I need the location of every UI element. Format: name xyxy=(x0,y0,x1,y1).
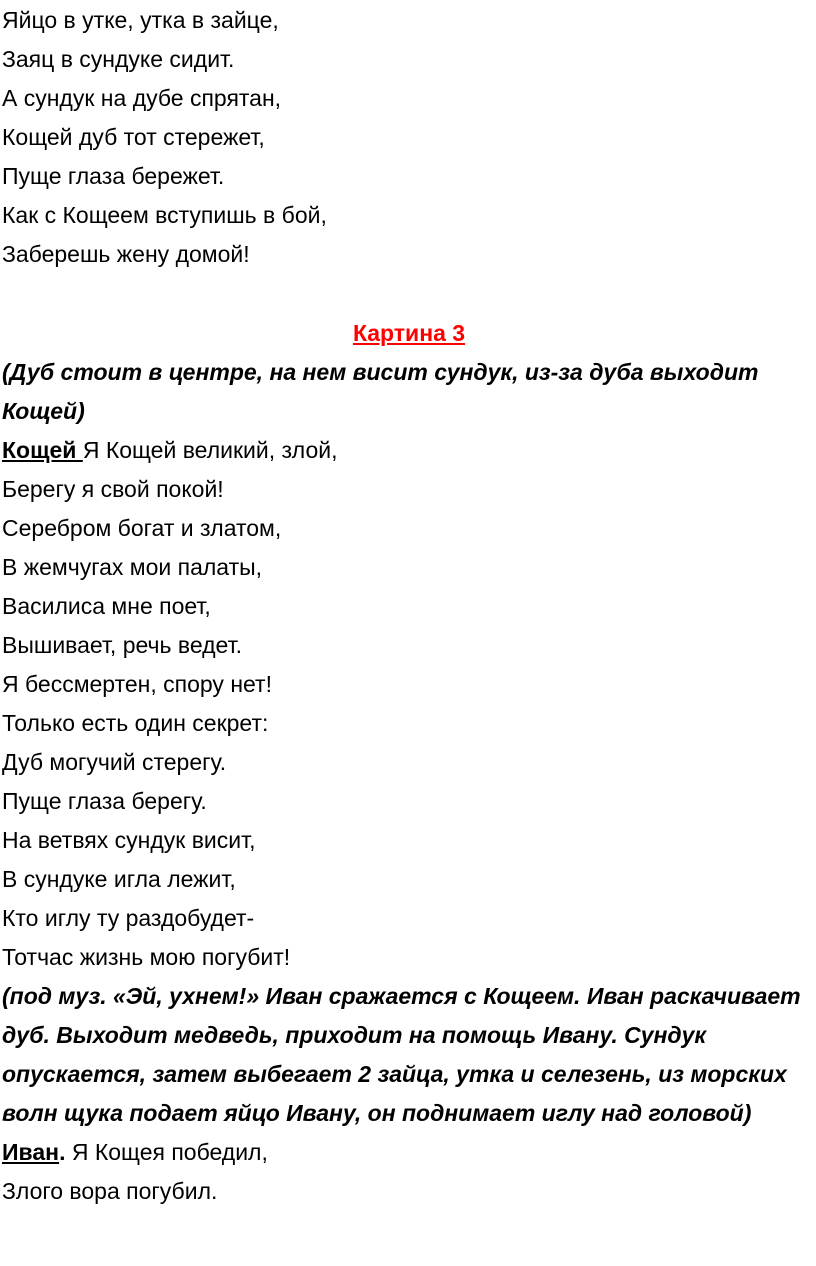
stage-direction-fight: (под муз. «Эй, ухнем!» Иван сражается с Кощеем. Иван раскачивает дуб. Выходит медведь, приходит на помощь Ивану. Сундук опускается, затем выбегает 2 зайца, утка и селезень, из морских волн щука подает яйцо Ивану, он поднимает иглу над головой) xyxy=(2,983,801,1126)
ivan-speech xyxy=(2,1133,816,1211)
scene-title: Картина 3 xyxy=(352,320,466,346)
verse-line: Яйцо в утке, утка в зайце, xyxy=(2,7,279,33)
verse-line: Как с Кощеем вступишь в бой, xyxy=(2,202,327,228)
verse-line: Только есть один секрет: xyxy=(2,710,269,736)
stage-direction: (Дуб стоит в центре, на нем висит сундук, из-за дуба выходит Кощей) xyxy=(2,359,759,424)
verse-line: Дуб могучий стерегу. xyxy=(2,749,227,775)
speech-text: Я Кощея победил, xyxy=(65,1139,268,1165)
speech-first-line xyxy=(2,431,816,470)
koschey-speech xyxy=(2,431,816,977)
verse-line: Пуще глаза берегу. xyxy=(2,788,207,814)
speech-text: Я Кощей великий, злой, xyxy=(82,437,338,463)
verse-line: А сундук на дубе спрятан, xyxy=(2,85,282,111)
speaker-punctuation: . xyxy=(59,1139,66,1165)
speaker-name-koschey: Кощей xyxy=(2,437,83,463)
verse-line: Вышивает, речь ведет. xyxy=(2,632,242,658)
verse-line: Берегу я свой покой! xyxy=(2,476,224,502)
verse-line: Я бессмертен, спору нет! xyxy=(2,671,272,697)
blank-line xyxy=(2,274,816,313)
verse-line: Василиса мне поет, xyxy=(2,593,211,619)
speech-first-line xyxy=(2,1133,816,1172)
verse-line: Заяц в сундуке сидит. xyxy=(2,46,235,72)
verse-line: На ветвях сундук висит, xyxy=(2,827,256,853)
verse-line: Серебром богат и златом, xyxy=(2,515,282,541)
verse-line: Пуще глаза бережет. xyxy=(2,163,225,189)
verse-line: Кто иглу ту раздобудет- xyxy=(2,905,255,931)
verse-line: Кощей дуб тот стережет, xyxy=(2,124,265,150)
stanza-1 xyxy=(2,0,816,274)
speaker-name-ivan: Иван xyxy=(2,1139,60,1165)
verse-line: В жемчугах мои палаты, xyxy=(2,554,263,580)
verse-line: Тотчас жизнь мою погубит! xyxy=(2,944,291,970)
verse-line: Злого вора погубил. xyxy=(2,1178,218,1204)
verse-line: В сундуке игла лежит, xyxy=(2,866,236,892)
verse-line: Заберешь жену домой! xyxy=(2,241,250,267)
